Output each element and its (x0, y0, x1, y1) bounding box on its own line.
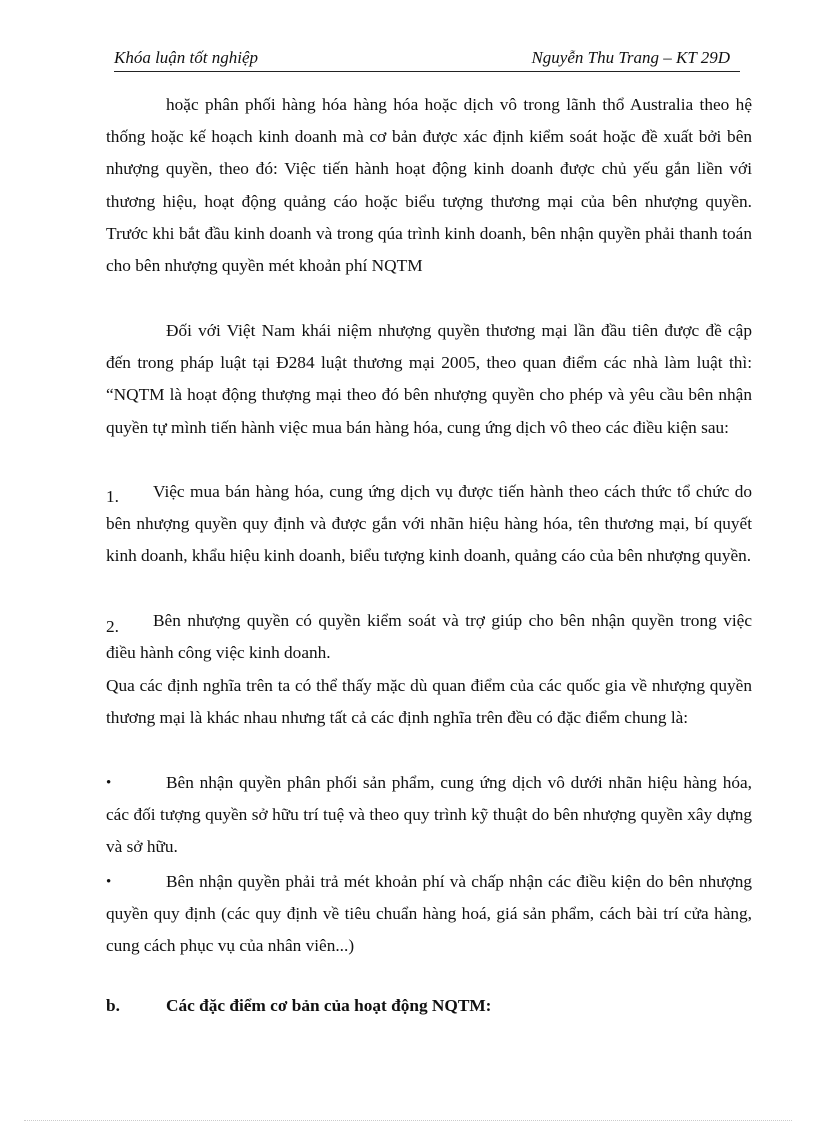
section-heading: Các đặc điểm cơ bản của hoạt động NQTM: (166, 996, 492, 1015)
bullet-item-2: Bên nhận quyền phải trả mét khoản phí và chấp nhận các điều kiện do bên nhượng quyền quy định (các quy định về tiêu chuẩn hàng hoá, giá sản phẩm, cách bài trí cửa hàng, cung cách phục vụ của nhân viên...) (106, 872, 752, 956)
bullet-2: • (106, 874, 112, 890)
list-number-1: 1. (106, 487, 119, 506)
header-thesis-title: Khóa luận tốt nghiệp (114, 48, 259, 67)
list-number-2: 2. (106, 617, 119, 636)
bullet-1: • (106, 775, 112, 791)
header-author: Nguyễn Thu Trang – KT 29D (531, 48, 730, 67)
list-item-2: Bên nhượng quyền có quyền kiểm soát và trợ giúp cho bên nhận quyền trong việc điều hành công việc kinh doanh. (106, 611, 752, 663)
section-marker: b. (106, 996, 120, 1015)
paragraph-common-features: Qua các định nghĩa trên ta có thể thấy mặc dù quan điểm của các quốc gia về nhượng quyền thương mại là khác nhau nhưng tất cả các định nghĩa trên đều có đặc điểm chung là: (106, 676, 752, 728)
page-bottom-divider (24, 1120, 792, 1121)
bullet-item-1: Bên nhận quyền phân phối sản phẩm, cung ứng dịch vô dưới nhãn hiệu hàng hóa, các đối tượng quyền sở hữu trí tuệ và theo quy trình kỹ thuật do bên nhượng quyền xây dựng và sở hữu. (106, 773, 752, 857)
paragraph-vietnam-definition: Đối với Việt Nam khái niệm nhượng quyền thương mại lần đầu tiên được đề cập đến trong pháp luật tại Đ284 luật thương mại 2005, theo quan điểm các nhà làm luật thì: “NQTM là hoạt động thượng mại theo đó bên nhượng quyền cho phép và yêu cầu bên nhận quyền tự mình tiến hành việc mua bán hàng hóa, cung ứng dịch vô theo các điều kiện sau: (106, 321, 752, 437)
header-rule (114, 71, 740, 72)
list-item-1: Việc mua bán hàng hóa, cung ứng dịch vụ được tiến hành theo cách thức tổ chức do bên nhượng quyền quy định và được gắn với nhãn hiệu hàng hóa, tên thương mại, bí quyết kinh doanh, khẩu hiệu kinh doanh, biểu tượng kinh doanh, quảng cáo của bên nhượng quyền. (106, 482, 752, 566)
page-header (106, 46, 740, 72)
paragraph-australia-definition: hoặc phân phối hàng hóa hàng hóa hoặc dịch vô trong lãnh thổ Australia theo hệ thống hoặc kế hoạch kinh doanh mà cơ bản được xác định kiểm soát hoặc đề xuất bởi bên nhượng quyền, theo đó: Việc tiến hành hoạt động kinh doanh được chủ yếu gắn liền với thương hiệu, hoạt động quảng cáo hoặc biểu tượng thương mại của bên nhượng quyền. Trước khi bắt đầu kinh doanh và trong qúa trình kinh doanh, bên nhận quyền phải thanh toán cho bên nhượng quyền mét khoản phí NQTM (106, 95, 752, 276)
